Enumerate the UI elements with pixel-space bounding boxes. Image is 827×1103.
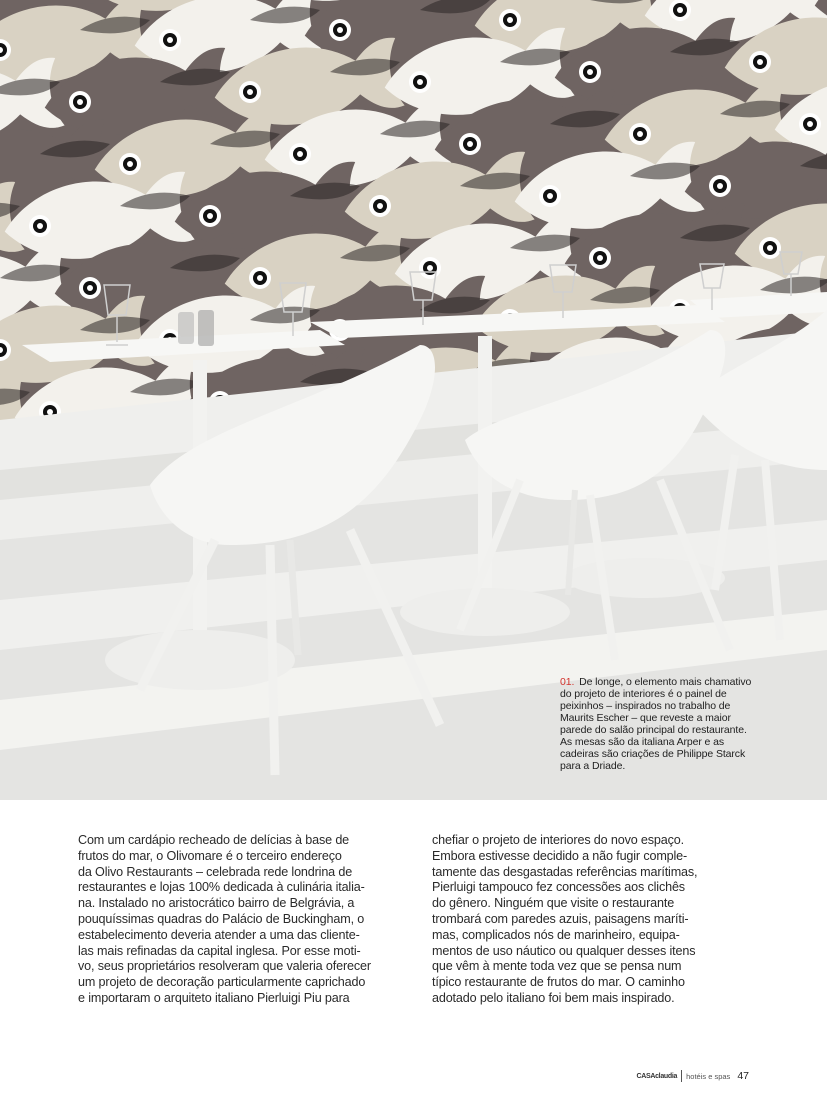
caption-number: 01. [560, 676, 575, 688]
body-text-line: do gênero. Ninguém que visite o restaurante [432, 896, 675, 911]
body-text-line: adotado pelo italiano foi bem mais inspirado. [432, 990, 675, 1005]
footer-divider [681, 1070, 682, 1082]
fish-eye [69, 91, 91, 113]
fish-eye [589, 247, 611, 269]
page-number: 47 [737, 1070, 749, 1082]
fish-eye [539, 185, 561, 207]
fish-eye [79, 277, 101, 299]
body-text-line: que vêm à mente toda vez que se pensa num [432, 959, 682, 974]
fish-eye [669, 0, 691, 21]
body-text-line: Com um cardápio recheado de delícias à base de [78, 833, 350, 847]
fish-eye [119, 153, 141, 175]
body-text-line: trombará com paredes azuis, paisagens maríti- [432, 911, 689, 926]
section-name: hotéis e spas [686, 1071, 731, 1081]
fish-eye [799, 113, 821, 135]
fish-eye [419, 257, 441, 279]
caption-text: De longe, o elemento mais chamativo do projeto de interiores é o painel de peixinhos – inspirados no trabalho de Maurits Escher – que reveste a maior parede do salão principal do restaurante. As mesas são da italiana Arper e as cadeiras são criações de Philippe Starck para a Driade. [560, 676, 752, 772]
fish-eye [579, 61, 601, 83]
fish-eye [759, 237, 781, 259]
body-text-line: chefiar o projeto de interiores do novo espaço. [432, 833, 684, 847]
body-text-line: na. Instalado no aristocrático bairro de Belgrávia, a [78, 896, 355, 911]
body-text-line: pouquíssimas quadras do Palácio de Buckingham, o [78, 911, 365, 926]
fish-eye [249, 267, 271, 289]
fish-eye [289, 143, 311, 165]
body-text-line: típico restaurante de frutos do mar. O caminho [432, 975, 685, 990]
photo-caption [560, 676, 760, 772]
fish-eye [629, 123, 651, 145]
body-text-line: e importaram o arquiteto italiano Pierluigi Piu para [78, 990, 350, 1005]
fish-eye [369, 195, 391, 217]
body-column-left [78, 833, 396, 1007]
body-text-line: tamente das desgastadas referências marítimas, [432, 864, 698, 879]
fish-eye [159, 29, 181, 51]
fish-eye [329, 19, 351, 41]
body-text-line: Pierluigi tampouco fez concessões aos clichês [432, 880, 685, 895]
body-text-line: um projeto de decoração particularmente caprichado [78, 975, 366, 990]
fish-eye [239, 81, 261, 103]
fish-eye [459, 133, 481, 155]
body-text-line: restaurantes e lojas 100% dedicada à culinária italia- [78, 880, 365, 895]
fish-eye [199, 205, 221, 227]
fish-eye [749, 51, 771, 73]
page-footer [636, 1070, 749, 1082]
body-text-line: mentos de uso náutico ou qualquer desses itens [432, 943, 696, 958]
body-text-line: vo, seus proprietários resolveram que valeria oferecer [78, 959, 371, 974]
fish-eye [29, 215, 51, 237]
magazine-logo: CASAclaudia [636, 1072, 678, 1080]
body-text-line: mas, complicados nós de marinheiro, equipa- [432, 927, 680, 942]
fish-eye [709, 175, 731, 197]
body-text-line: las mais refinadas da capital inglesa. Por esse moti- [78, 943, 361, 958]
body-text-line: Embora estivesse decidido a não fugir comple- [432, 848, 688, 863]
fish-eye [409, 71, 431, 93]
fish-eye [499, 9, 521, 31]
body-text-line: frutos do mar, o Olivomare é o terceiro endereço [78, 848, 342, 863]
body-column-right [432, 833, 752, 1007]
body-text-line: estabelecimento deveria atender a uma das cliente- [78, 927, 360, 942]
body-text-line: da Olivo Restaurants – celebrada rede londrina de [78, 864, 353, 879]
